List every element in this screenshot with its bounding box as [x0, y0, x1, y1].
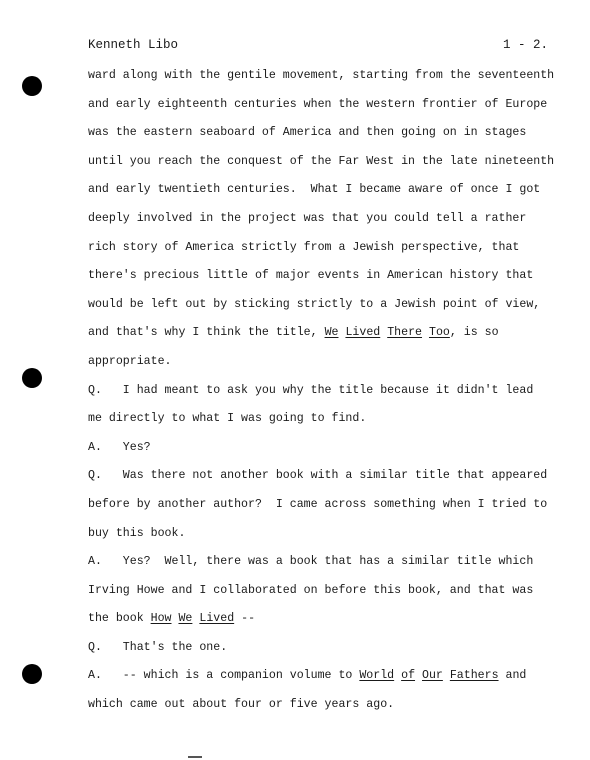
- underlined-title-word: Too: [428, 326, 450, 340]
- text-segment: A. Yes?: [88, 440, 151, 454]
- text-segment: and early twentieth centuries. What I became aware of once I got: [88, 183, 541, 197]
- text-segment: buy this book.: [88, 526, 186, 540]
- text-segment: Q. That's the one.: [88, 640, 228, 654]
- text-line: [88, 666, 558, 695]
- text-line: [88, 438, 558, 467]
- transcript-body: [88, 66, 558, 724]
- text-segment: before by another author? I came across something when I tried to: [88, 497, 548, 511]
- text-segment: would be left out by sticking strictly to a Jewish point of view,: [88, 297, 541, 311]
- underlined-title-word: Lived: [199, 612, 235, 626]
- underlined-title-word: How: [150, 612, 172, 626]
- text-line: [88, 638, 558, 667]
- text-line: [88, 323, 558, 352]
- text-segment: Q. I had meant to ask you why the title because it didn't lead: [88, 383, 534, 397]
- text-line: [88, 295, 558, 324]
- text-segment: which came out about four or five years ago.: [88, 698, 395, 712]
- underlined-title-word: of: [401, 669, 416, 683]
- text-segment: rich story of America strictly from a Jewish perspective, that: [88, 240, 520, 254]
- header-page-number: 1 - 2.: [503, 38, 549, 52]
- text-line: [88, 381, 558, 410]
- text-segment: and: [498, 669, 527, 683]
- text-segment: Irving Howe and I collaborated on before this book, and that was: [88, 583, 534, 597]
- text-segment: until you reach the conquest of the Far West in the late nineteenth: [88, 154, 555, 168]
- underlined-title-word: There: [387, 326, 423, 340]
- text-segment: appropriate.: [88, 354, 172, 368]
- text-line: [88, 209, 558, 238]
- header-interviewee-name: Kenneth Libo: [88, 38, 179, 52]
- text-segment: ward along with the gentile movement, starting from the seventeenth: [88, 69, 555, 82]
- underlined-title-word: Our: [422, 669, 443, 683]
- text-segment: [443, 669, 450, 682]
- underlined-title-word: We: [324, 326, 339, 340]
- text-line: [88, 352, 558, 381]
- text-segment: and early eighteenth centuries when the western frontier of Europe: [88, 97, 548, 111]
- text-segment: , is so: [449, 326, 499, 340]
- underlined-title-word: World: [359, 669, 395, 683]
- text-segment: --: [234, 612, 256, 626]
- text-line: [88, 66, 558, 95]
- text-segment: the book: [88, 612, 151, 626]
- text-segment: [422, 326, 429, 339]
- text-line: [88, 123, 558, 152]
- text-segment: A. Yes? Well, there was a book that has a similar title which: [88, 555, 534, 569]
- text-line: [88, 609, 558, 638]
- text-line: [88, 552, 558, 581]
- text-segment: me directly to what I was going to find.: [88, 412, 367, 426]
- text-line: [88, 409, 558, 438]
- text-line: [88, 524, 558, 553]
- text-line: [88, 180, 558, 209]
- text-segment: deeply involved in the project was that you could tell a rather: [88, 211, 527, 225]
- bottom-edge-mark: [188, 756, 202, 758]
- underlined-title-word: We: [178, 612, 193, 626]
- punch-hole-top: [22, 76, 42, 96]
- text-line: [88, 495, 558, 524]
- text-segment: Q. Was there not another book with a similar title that appeared: [88, 469, 548, 483]
- text-line: [88, 152, 558, 181]
- punch-hole-middle: [22, 368, 42, 388]
- text-line: [88, 466, 558, 495]
- text-line: [88, 695, 558, 724]
- punch-hole-bottom: [22, 664, 42, 684]
- text-segment: and that's why I think the title,: [88, 326, 325, 340]
- text-line: [88, 581, 558, 610]
- text-segment: [415, 669, 422, 682]
- text-segment: A. -- which is a companion volume to: [88, 669, 360, 683]
- underlined-title-word: Fathers: [449, 669, 499, 683]
- text-line: [88, 95, 558, 124]
- text-segment: was the eastern seaboard of America and then going on in stages: [88, 126, 527, 140]
- text-segment: there's precious little of major events in American history that: [88, 269, 534, 283]
- text-line: [88, 238, 558, 267]
- underlined-title-word: Lived: [345, 326, 381, 340]
- text-line: [88, 266, 558, 295]
